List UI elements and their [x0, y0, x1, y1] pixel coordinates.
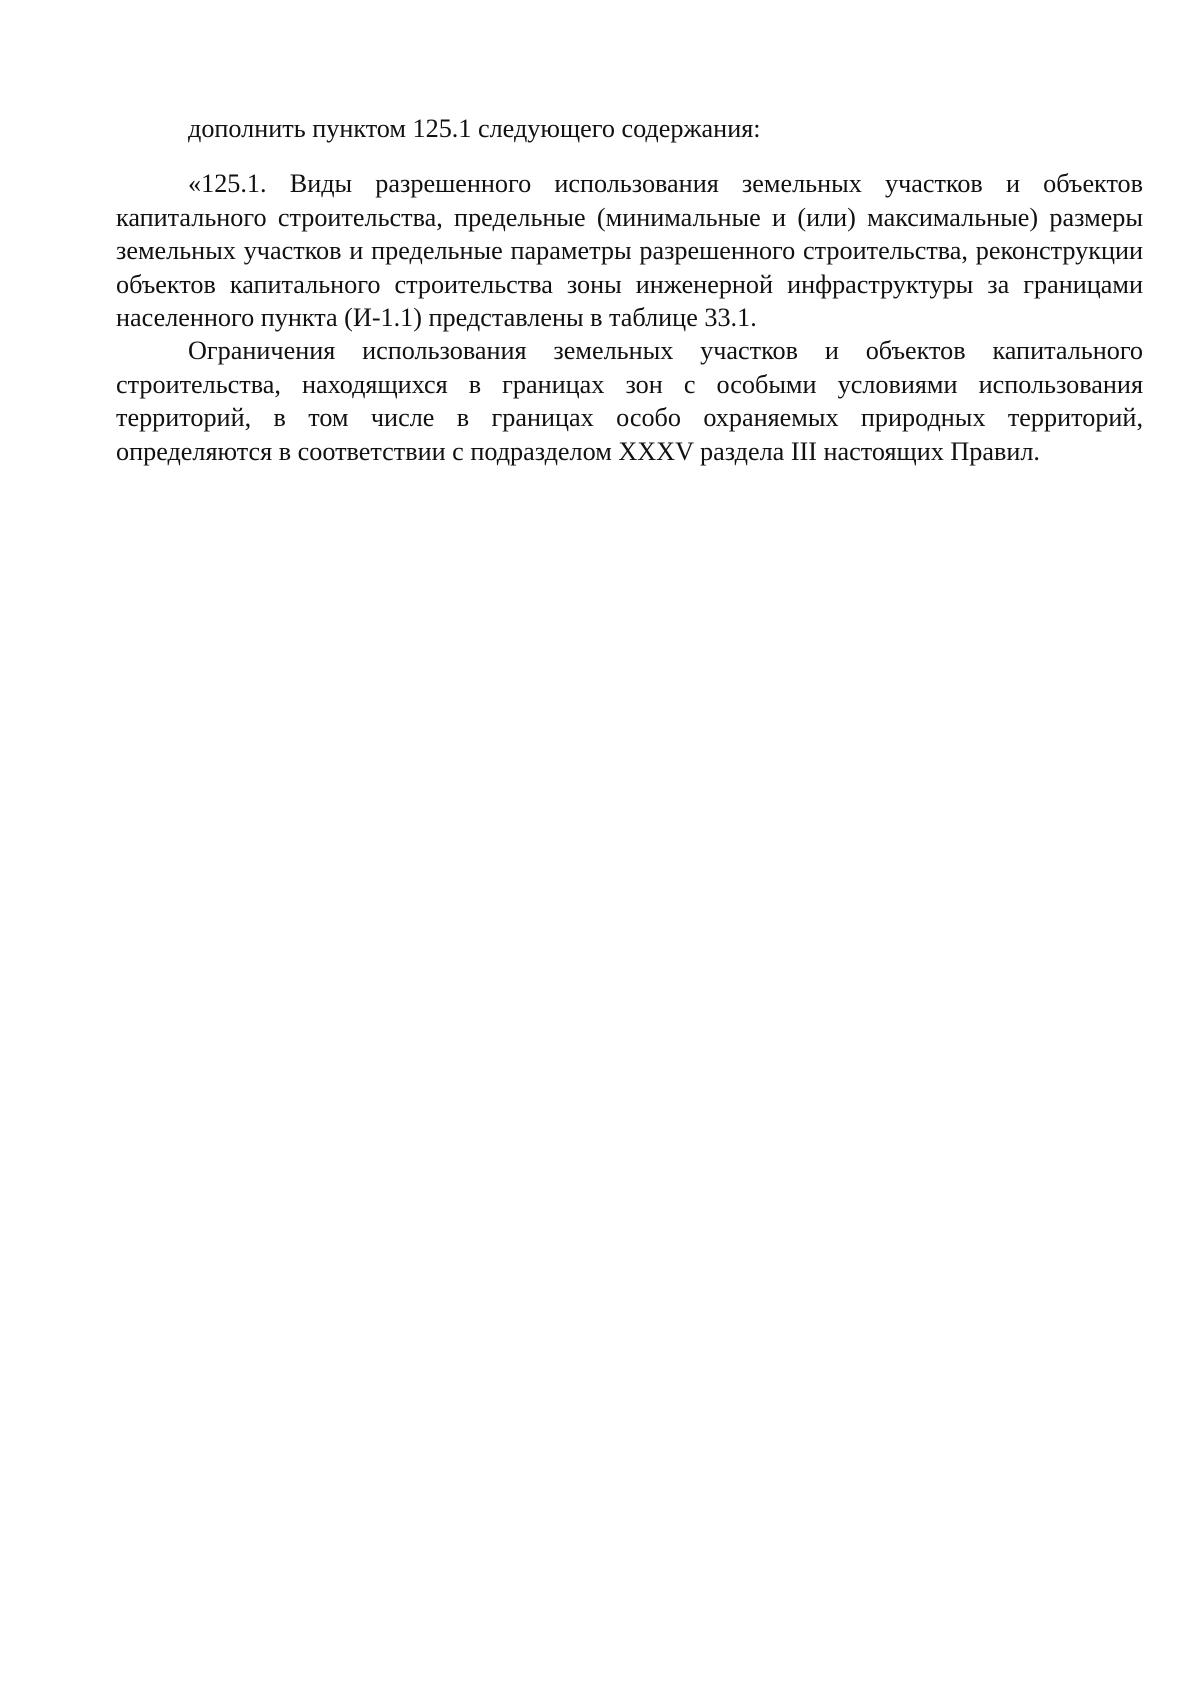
paragraph-125-1: «125.1. Виды разрешенного использования земельных участков и объектов капитального строительства, предельные (минимальные и (или) максимальные) размеры земельных участков и предельные параметры разрешенного строительства, реконструкции объектов капитального строительства зоны инженерной инфраструктуры за границами населенного пункта (И-1.1) представлены в таблице 33.1. [116, 169, 1143, 333]
document-body [116, 112, 1143, 468]
paragraph-restrictions: Ограничения использования земельных участков и объектов капитального строительства, находящихся в границах зон с особыми условиями использования территорий, в том числе в границах особо охраняемых природных территорий, определяются в соответствии с подразделом XXXV раздела III настоящих Правил. [116, 336, 1143, 466]
intro-line: дополнить пунктом 125.1 следующего содержания: [188, 114, 761, 143]
